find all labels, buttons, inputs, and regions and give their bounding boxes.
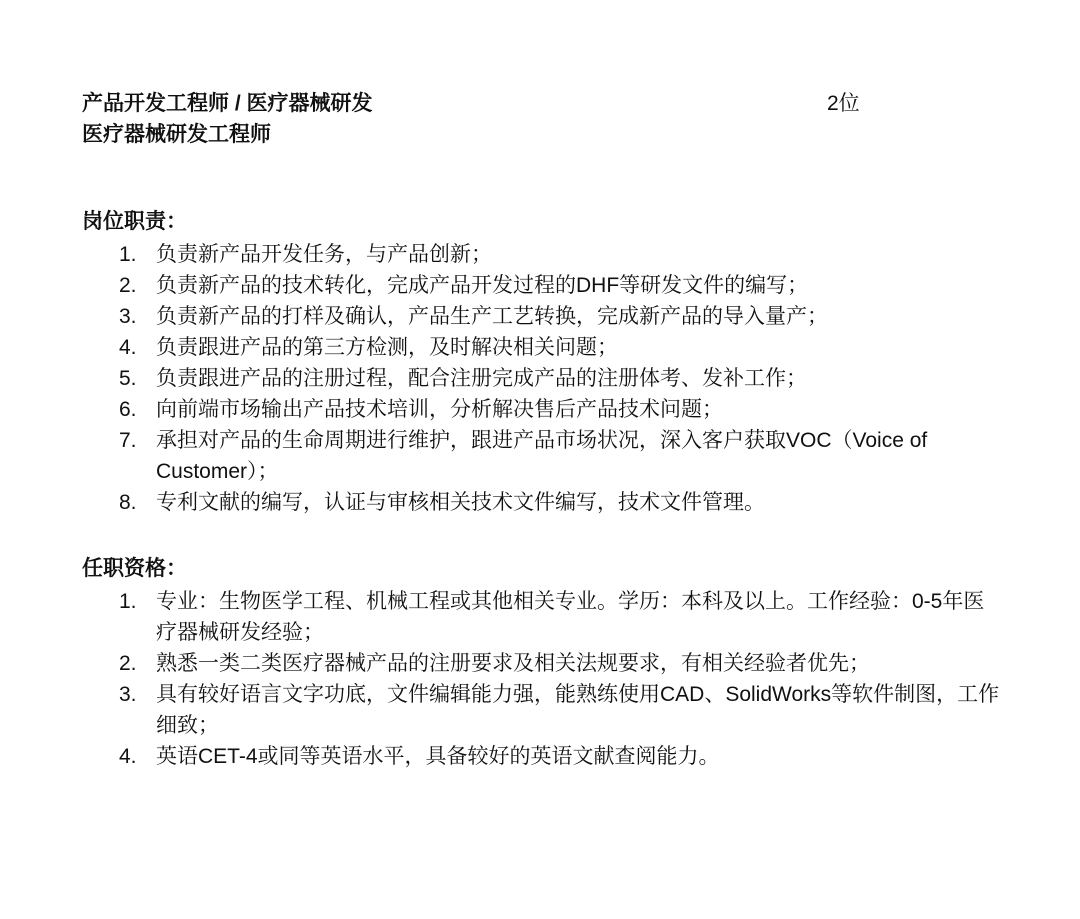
- job-title: 产品开发工程师 / 医疗器械研发: [82, 92, 373, 115]
- list-item: [82, 487, 1002, 518]
- item-number: 6.: [119, 398, 137, 421]
- item-number: 4.: [119, 745, 137, 768]
- list-item: [82, 363, 1002, 394]
- item-text: 向前端市场输出产品技术培训，分析解决售后产品技术问题；: [156, 398, 723, 421]
- item-number: 4.: [119, 336, 137, 359]
- job-subtitle: 医疗器械研发工程师: [82, 123, 271, 146]
- list-item: [82, 332, 1002, 363]
- item-text: 负责新产品开发任务，与产品创新；: [156, 243, 492, 266]
- item-text: 承担对产品的生命周期进行维护，跟进产品市场状况，深入客户获取VOC（Voice of Customer）；: [156, 429, 928, 483]
- item-text: 熟悉一类二类医疗器械产品的注册要求及相关法规要求，有相关经验者优先；: [156, 652, 870, 675]
- item-text: 英语CET-4或同等英语水平，具备较好的英语文献查阅能力。: [156, 745, 720, 768]
- list-item: [82, 301, 1002, 332]
- duties-heading: 岗位职责：: [82, 210, 187, 233]
- duties-list: [82, 239, 1002, 518]
- item-number: 1.: [119, 243, 137, 266]
- item-number: 3.: [119, 683, 137, 706]
- item-text: 负责跟进产品的注册过程，配合注册完成产品的注册体考、发补工作；: [156, 367, 807, 390]
- item-number: 2.: [119, 274, 137, 297]
- qualifications-section: [82, 553, 1002, 772]
- item-text: 负责新产品的技术转化，完成产品开发过程的DHF等研发文件的编写；: [156, 274, 809, 297]
- item-number: 3.: [119, 305, 137, 328]
- list-item: [82, 741, 1002, 772]
- list-item: [82, 648, 1002, 679]
- list-item: [82, 586, 1002, 648]
- item-number: 1.: [119, 590, 137, 613]
- item-number: 5.: [119, 367, 137, 390]
- qualifications-list: [82, 586, 1002, 772]
- item-text: 负责新产品的打样及确认，产品生产工艺转换，完成新产品的导入量产；: [156, 305, 828, 328]
- list-item: [82, 270, 1002, 301]
- positions-count: 2位: [827, 92, 860, 115]
- item-text: 负责跟进产品的第三方检测，及时解决相关问题；: [156, 336, 618, 359]
- item-number: 2.: [119, 652, 137, 675]
- job-header: [82, 88, 1002, 150]
- list-item: [82, 425, 1002, 487]
- item-text: 专利文献的编写，认证与审核相关技术文件编写，技术文件管理。: [156, 491, 765, 514]
- item-text: 专业：生物医学工程、机械工程或其他相关专业。学历：本科及以上。工作经验：0-5年医疗器械研发经验；: [156, 590, 985, 644]
- duties-section: [82, 206, 1002, 518]
- item-number: 7.: [119, 429, 137, 452]
- list-item: [82, 239, 1002, 270]
- list-item: [82, 394, 1002, 425]
- list-item: [82, 679, 1002, 741]
- qualifications-heading: 任职资格：: [82, 557, 187, 580]
- item-number: 8.: [119, 491, 137, 514]
- item-text: 具有较好语言文字功底，文件编辑能力强，能熟练使用CAD、SolidWorks等软件制图，工作细致；: [156, 683, 1000, 737]
